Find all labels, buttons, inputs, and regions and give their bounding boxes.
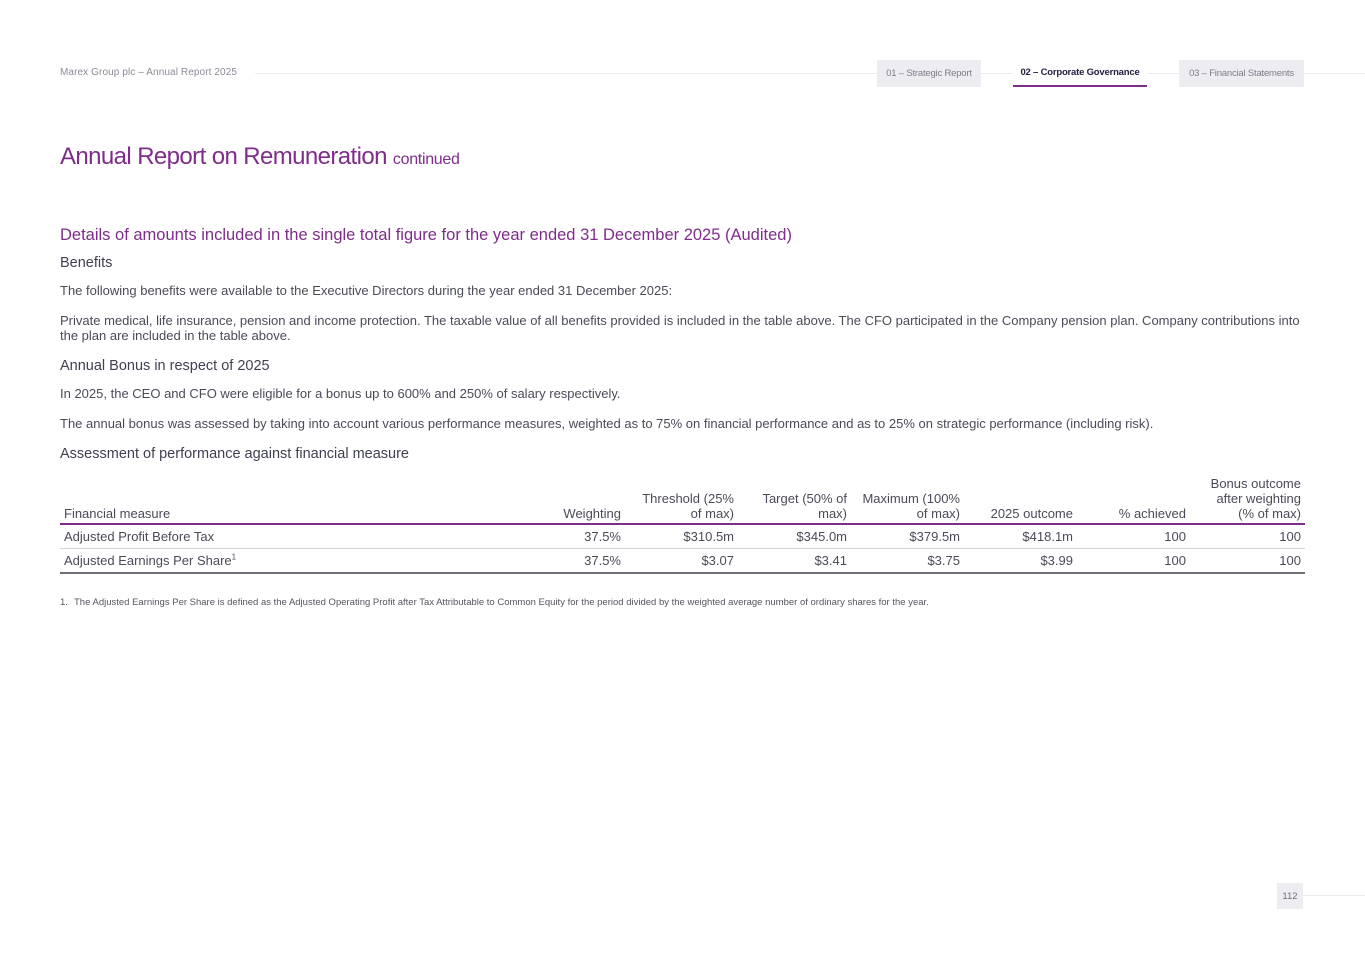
- section-heading: Details of amounts included in the single total figure for the year ended 31 December 2025 (Audited): [60, 226, 792, 244]
- page-title-suffix: continued: [392, 151, 460, 168]
- header-target: Target (50% of max): [738, 476, 851, 524]
- report-name: Marex Group plc – Annual Report 2025: [60, 67, 245, 78]
- cell-target: $345.0m: [738, 524, 851, 549]
- cell-measure: Adjusted Profit Before Tax: [60, 524, 510, 549]
- page-header: [0, 0, 1365, 100]
- footnote-marker: 1: [231, 552, 237, 562]
- benefits-paragraph-2: Private medical, life insurance, pension and income protection. The taxable value of all benefits provided is included in the table above. The CFO participated in the Company pension plan. Company contributions into the plan are included in the table above.: [60, 313, 1300, 343]
- header-weighting: Weighting: [510, 476, 625, 524]
- footnote: [60, 597, 929, 608]
- cell-measure: [60, 549, 510, 574]
- benefits-heading: Benefits: [60, 255, 113, 271]
- cell-outcome: $3.99: [964, 549, 1077, 574]
- cell-achieved: 100: [1077, 549, 1190, 574]
- table-row: [60, 524, 1305, 549]
- footnote-text: The Adjusted Earnings Per Share is defined as the Adjusted Operating Profit after Tax Attributable to Common Equity for the period divided by the weighted average number of ordinary shares for the year.: [74, 597, 929, 608]
- cell-weighting: 37.5%: [510, 524, 625, 549]
- header-2025-outcome: 2025 outcome: [964, 476, 1077, 524]
- cell-bonus: 100: [1190, 549, 1305, 574]
- bonus-paragraph-2: The annual bonus was assessed by taking into account various performance measures, weighted as to 75% on financial performance and as to 25% on strategic performance (including risk).: [60, 416, 1154, 431]
- cell-outcome: $418.1m: [964, 524, 1077, 549]
- page-title-main: Annual Report on Remuneration: [60, 143, 387, 170]
- cell-target: $3.41: [738, 549, 851, 574]
- header-bonus-outcome: Bonus outcome after weighting (% of max): [1190, 476, 1305, 524]
- table-row: [60, 549, 1305, 574]
- cell-bonus: 100: [1190, 524, 1305, 549]
- tab-corporate-governance[interactable]: 02 – Corporate Governance: [1013, 60, 1147, 87]
- bonus-heading: Annual Bonus in respect of 2025: [60, 358, 270, 374]
- cell-threshold: $3.07: [625, 549, 738, 574]
- cell-weighting: 37.5%: [510, 549, 625, 574]
- footer-rule: [1300, 895, 1365, 896]
- tab-strategic-report[interactable]: 01 – Strategic Report: [877, 60, 981, 87]
- cell-maximum: $3.75: [851, 549, 964, 574]
- header-threshold: Threshold (25% of max): [625, 476, 738, 524]
- financial-measure-table: [60, 476, 1305, 574]
- cell-measure-text: Adjusted Earnings Per Share: [64, 553, 232, 568]
- cell-maximum: $379.5m: [851, 524, 964, 549]
- cell-threshold: $310.5m: [625, 524, 738, 549]
- bonus-paragraph-1: In 2025, the CEO and CFO were eligible for a bonus up to 600% and 250% of salary respectively.: [60, 386, 621, 401]
- page-title: [60, 143, 460, 171]
- header-financial-measure: Financial measure: [60, 476, 510, 524]
- page-number: 112: [1277, 883, 1303, 909]
- footnote-number: 1.: [60, 597, 68, 608]
- tab-financial-statements[interactable]: 03 – Financial Statements: [1179, 60, 1304, 87]
- assessment-heading: Assessment of performance against financial measure: [60, 446, 409, 462]
- header-maximum: Maximum (100% of max): [851, 476, 964, 524]
- benefits-paragraph-1: The following benefits were available to the Executive Directors during the year ended 31 December 2025:: [60, 283, 673, 298]
- cell-achieved: 100: [1077, 524, 1190, 549]
- header-percent-achieved: % achieved: [1077, 476, 1190, 524]
- table-header-row: [60, 476, 1305, 524]
